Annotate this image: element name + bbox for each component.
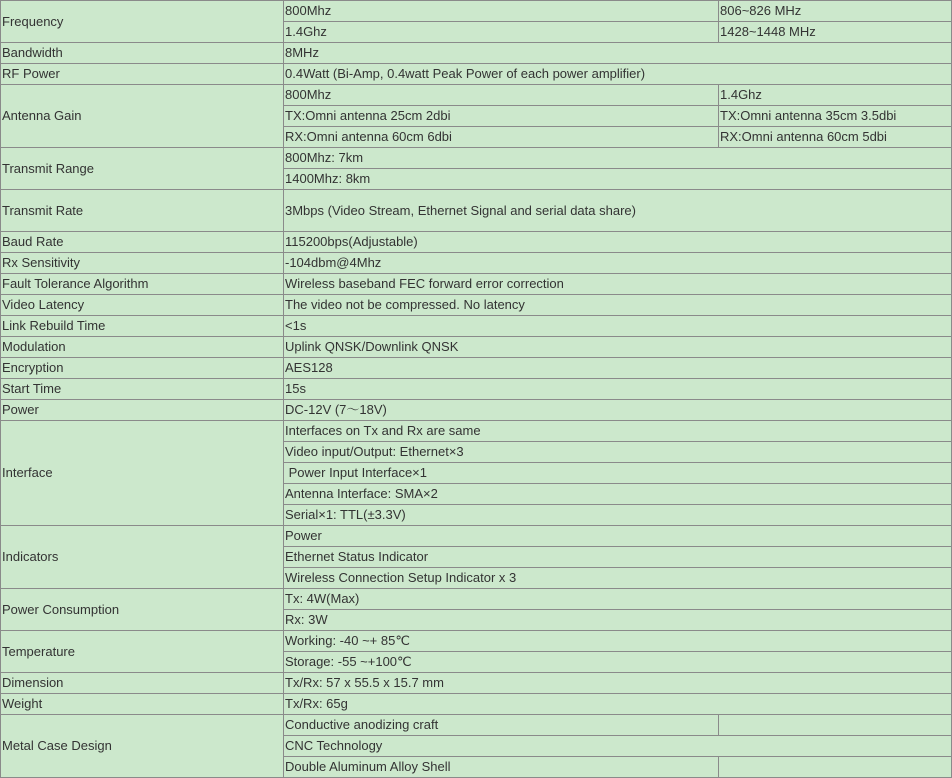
power-consumption-rx: Rx: 3W [284, 610, 952, 631]
rx-sensitivity-value: -104dbm@4Mhz [284, 253, 952, 274]
transmit-range-800: 800Mhz: 7km [284, 148, 952, 169]
fault-tolerance-value: Wireless baseband FEC forward error correction [284, 274, 952, 295]
metal-case-empty-1 [719, 715, 952, 736]
interface-same: Interfaces on Tx and Rx are same [284, 421, 952, 442]
frequency-range-1400: 1428~1448 MHz [719, 22, 952, 43]
link-rebuild-value: <1s [284, 316, 952, 337]
row-metal-case [1, 715, 952, 736]
temperature-working: Working: -40 ~+ 85℃ [284, 631, 952, 652]
interface-antenna: Antenna Interface: SMA×2 [284, 484, 952, 505]
row-frequency [1, 1, 952, 22]
metal-case-empty-3 [719, 757, 952, 778]
frequency-band-1400: 1.4Ghz [284, 22, 719, 43]
frequency-range-800: 806~826 MHz [719, 1, 952, 22]
baud-rate-value: 115200bps(Adjustable) [284, 232, 952, 253]
row-power [1, 400, 952, 421]
temperature-label: Temperature [1, 631, 284, 673]
row-fault-tolerance [1, 274, 952, 295]
row-start-time [1, 379, 952, 400]
antenna-gain-rx-800: RX:Omni antenna 60cm 6dbi [284, 127, 719, 148]
indicators-label: Indicators [1, 526, 284, 589]
interface-serial: Serial×1: TTL(±3.3V) [284, 505, 952, 526]
interface-power: Power Input Interface×1 [284, 463, 952, 484]
start-time-label: Start Time [1, 379, 284, 400]
row-encryption [1, 358, 952, 379]
indicator-power: Power [284, 526, 952, 547]
rf-power-label: RF Power [1, 64, 284, 85]
row-indicators [1, 526, 952, 547]
row-link-rebuild [1, 316, 952, 337]
dimension-label: Dimension [1, 673, 284, 694]
row-bandwidth [1, 43, 952, 64]
row-interface [1, 421, 952, 442]
bandwidth-value: 8MHz [284, 43, 952, 64]
power-label: Power [1, 400, 284, 421]
row-dimension [1, 673, 952, 694]
row-antenna-gain [1, 85, 952, 106]
interface-video: Video input/Output: Ethernet×3 [284, 442, 952, 463]
transmit-rate-value: 3Mbps (Video Stream, Ethernet Signal and serial data share) [284, 190, 952, 232]
video-latency-label: Video Latency [1, 295, 284, 316]
rx-sensitivity-label: Rx Sensitivity [1, 253, 284, 274]
row-power-consumption [1, 589, 952, 610]
bandwidth-label: Bandwidth [1, 43, 284, 64]
transmit-rate-label: Transmit Rate [1, 190, 284, 232]
modulation-value: Uplink QNSK/Downlink QNSK [284, 337, 952, 358]
row-modulation [1, 337, 952, 358]
row-temperature [1, 631, 952, 652]
row-baud-rate [1, 232, 952, 253]
metal-case-shell: Double Aluminum Alloy Shell [284, 757, 719, 778]
modulation-label: Modulation [1, 337, 284, 358]
interface-label: Interface [1, 421, 284, 526]
power-consumption-tx: Tx: 4W(Max) [284, 589, 952, 610]
link-rebuild-label: Link Rebuild Time [1, 316, 284, 337]
start-time-value: 15s [284, 379, 952, 400]
row-video-latency [1, 295, 952, 316]
power-consumption-label: Power Consumption [1, 589, 284, 631]
row-rx-sensitivity [1, 253, 952, 274]
row-weight [1, 694, 952, 715]
row-transmit-rate [1, 190, 952, 232]
metal-case-anodizing: Conductive anodizing craft [284, 715, 719, 736]
rf-power-value: 0.4Watt (Bi-Amp, 0.4watt Peak Power of each power amplifier) [284, 64, 952, 85]
antenna-gain-tx-800: TX:Omni antenna 25cm 2dbi [284, 106, 719, 127]
antenna-gain-band-1400: 1.4Ghz [719, 85, 952, 106]
power-value: DC-12V (7～18V) [284, 400, 952, 421]
indicator-ethernet: Ethernet Status Indicator [284, 547, 952, 568]
metal-case-label: Metal Case Design [1, 715, 284, 778]
transmit-range-1400: 1400Mhz: 8km [284, 169, 952, 190]
dimension-value: Tx/Rx: 57 x 55.5 x 15.7 mm [284, 673, 952, 694]
metal-case-cnc: CNC Technology [284, 736, 952, 757]
encryption-label: Encryption [1, 358, 284, 379]
row-transmit-range [1, 148, 952, 169]
weight-value: Tx/Rx: 65g [284, 694, 952, 715]
frequency-label: Frequency [1, 1, 284, 43]
antenna-gain-rx-1400: RX:Omni antenna 60cm 5dbi [719, 127, 952, 148]
antenna-gain-tx-1400: TX:Omni antenna 35cm 3.5dbi [719, 106, 952, 127]
temperature-storage: Storage: -55 ~+100℃ [284, 652, 952, 673]
frequency-band-800: 800Mhz [284, 1, 719, 22]
antenna-gain-label: Antenna Gain [1, 85, 284, 148]
transmit-range-label: Transmit Range [1, 148, 284, 190]
baud-rate-label: Baud Rate [1, 232, 284, 253]
encryption-value: AES128 [284, 358, 952, 379]
weight-label: Weight [1, 694, 284, 715]
fault-tolerance-label: Fault Tolerance Algorithm [1, 274, 284, 295]
indicator-wireless: Wireless Connection Setup Indicator x 3 [284, 568, 952, 589]
antenna-gain-band-800: 800Mhz [284, 85, 719, 106]
row-rf-power [1, 64, 952, 85]
video-latency-value: The video not be compressed. No latency [284, 295, 952, 316]
